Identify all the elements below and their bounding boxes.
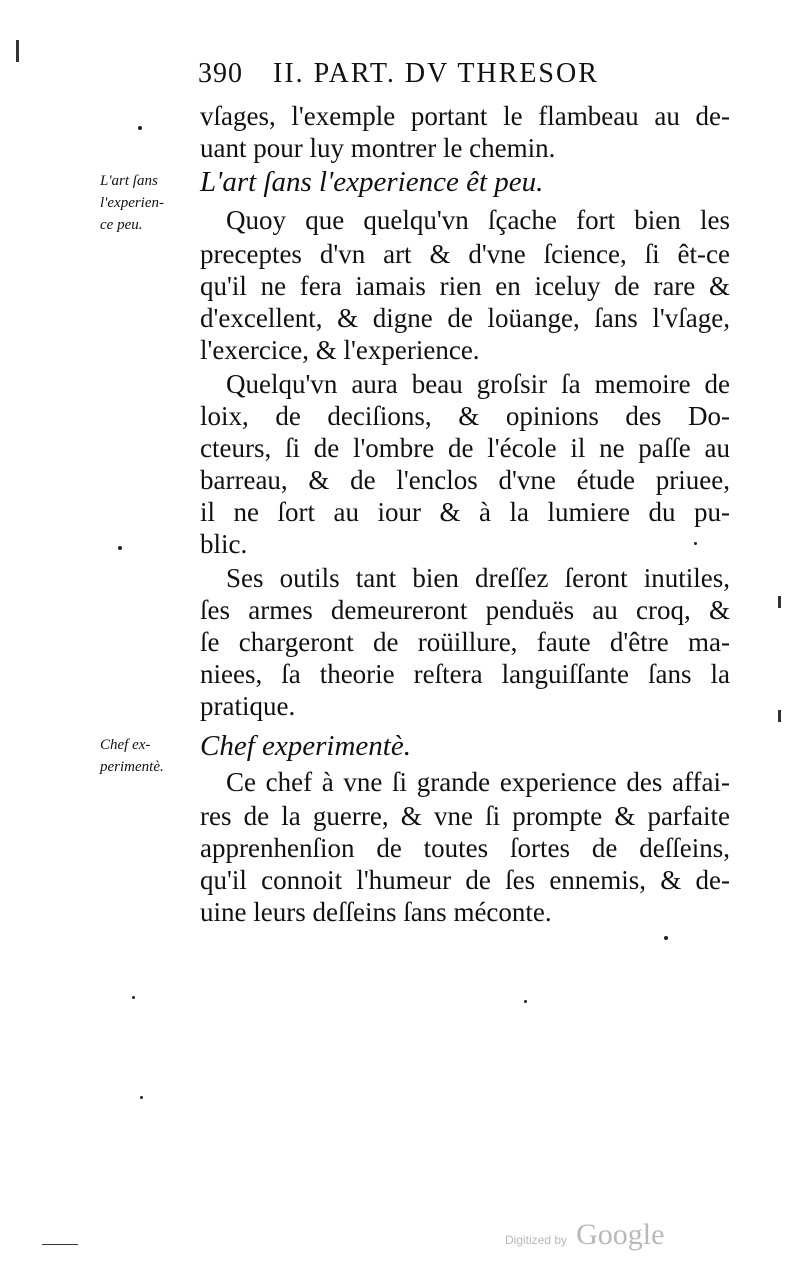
text-line: pratique. bbox=[200, 691, 296, 721]
text-line: ſes armes demeureront penduës au croq, & bbox=[200, 595, 730, 625]
margin-note bbox=[100, 734, 195, 778]
watermark-brand: Google bbox=[576, 1218, 665, 1251]
scan-mark bbox=[16, 40, 19, 62]
text-line: uine leurs deſſeins ſans méconte. bbox=[200, 897, 552, 927]
scan-speck bbox=[664, 936, 668, 940]
section-heading: L'art ſans l'experience êt peu. bbox=[200, 166, 544, 198]
text-line: vſages, l'exemple portant le flambeau au de- bbox=[200, 101, 730, 131]
section-heading: Chef experimentè. bbox=[200, 730, 411, 762]
page-number: 390 bbox=[198, 58, 243, 89]
text-line: ſe chargeront de roüillure, faute d'être ma- bbox=[200, 627, 730, 657]
running-header bbox=[198, 58, 678, 90]
text-line: Quoy que quelqu'vn ſçache fort bien les bbox=[226, 205, 730, 235]
scan-mark bbox=[778, 710, 781, 722]
text-line: Ses outils tant bien dreſſez ſeront inutiles, bbox=[226, 563, 730, 593]
margin-note-line: L'art ſans bbox=[100, 173, 158, 189]
scan-speck bbox=[524, 1000, 527, 1003]
scan-rule bbox=[42, 1244, 78, 1245]
text-line: l'exercice, & l'experience. bbox=[200, 335, 480, 365]
text-line: niees, ſa theorie reſtera languiſſante ſans la bbox=[200, 659, 730, 689]
text-line: d'excellent, & digne de loüange, ſans l'vſage, bbox=[200, 303, 730, 333]
text-line: barreau, & de l'enclos d'vne étude priuee, bbox=[200, 465, 730, 495]
running-title: II. PART. DV THRESOR bbox=[273, 58, 599, 89]
text-line: res de la guerre, & vne ſi prompte & parfaite bbox=[200, 801, 730, 831]
digitized-watermark bbox=[505, 1218, 664, 1252]
text-line: loix, de deciſions, & opinions des Do- bbox=[200, 401, 730, 431]
text-line: preceptes d'vn art & d'vne ſcience, ſi êt-ce bbox=[200, 239, 730, 269]
scan-speck bbox=[132, 996, 135, 999]
scan-mark bbox=[778, 596, 781, 608]
scan-speck bbox=[140, 1096, 143, 1099]
text-line: uant pour luy montrer le chemin. bbox=[200, 133, 556, 163]
text-line: qu'il connoit l'humeur de ſes ennemis, & de- bbox=[200, 865, 730, 895]
text-line: qu'il ne fera iamais rien en iceluy de rare & bbox=[200, 271, 730, 301]
text-line: cteurs, ſi de l'ombre de l'école il ne paſſe au bbox=[200, 433, 730, 463]
text-line: Ce chef à vne ſi grande experience des affai- bbox=[226, 767, 730, 797]
text-line: Quelqu'vn aura beau groſsir ſa memoire de bbox=[226, 369, 730, 399]
margin-note-line: Chef ex- bbox=[100, 737, 151, 753]
margin-note-line: perimentè. bbox=[100, 759, 164, 775]
margin-note-line: ce peu. bbox=[100, 217, 143, 233]
text-line: blic. bbox=[200, 529, 248, 559]
text-line: apprenhenſion de toutes ſortes de deſſeins, bbox=[200, 833, 730, 863]
text-line: il ne ſort au iour & à la lumiere du pu- bbox=[200, 497, 730, 527]
margin-note bbox=[100, 170, 195, 236]
scan-speck bbox=[694, 542, 697, 545]
margin-note-line: l'experien- bbox=[100, 195, 165, 211]
scan-speck bbox=[118, 546, 122, 550]
watermark-prefix: Digitized by bbox=[505, 1233, 568, 1247]
scan-speck bbox=[138, 126, 142, 130]
